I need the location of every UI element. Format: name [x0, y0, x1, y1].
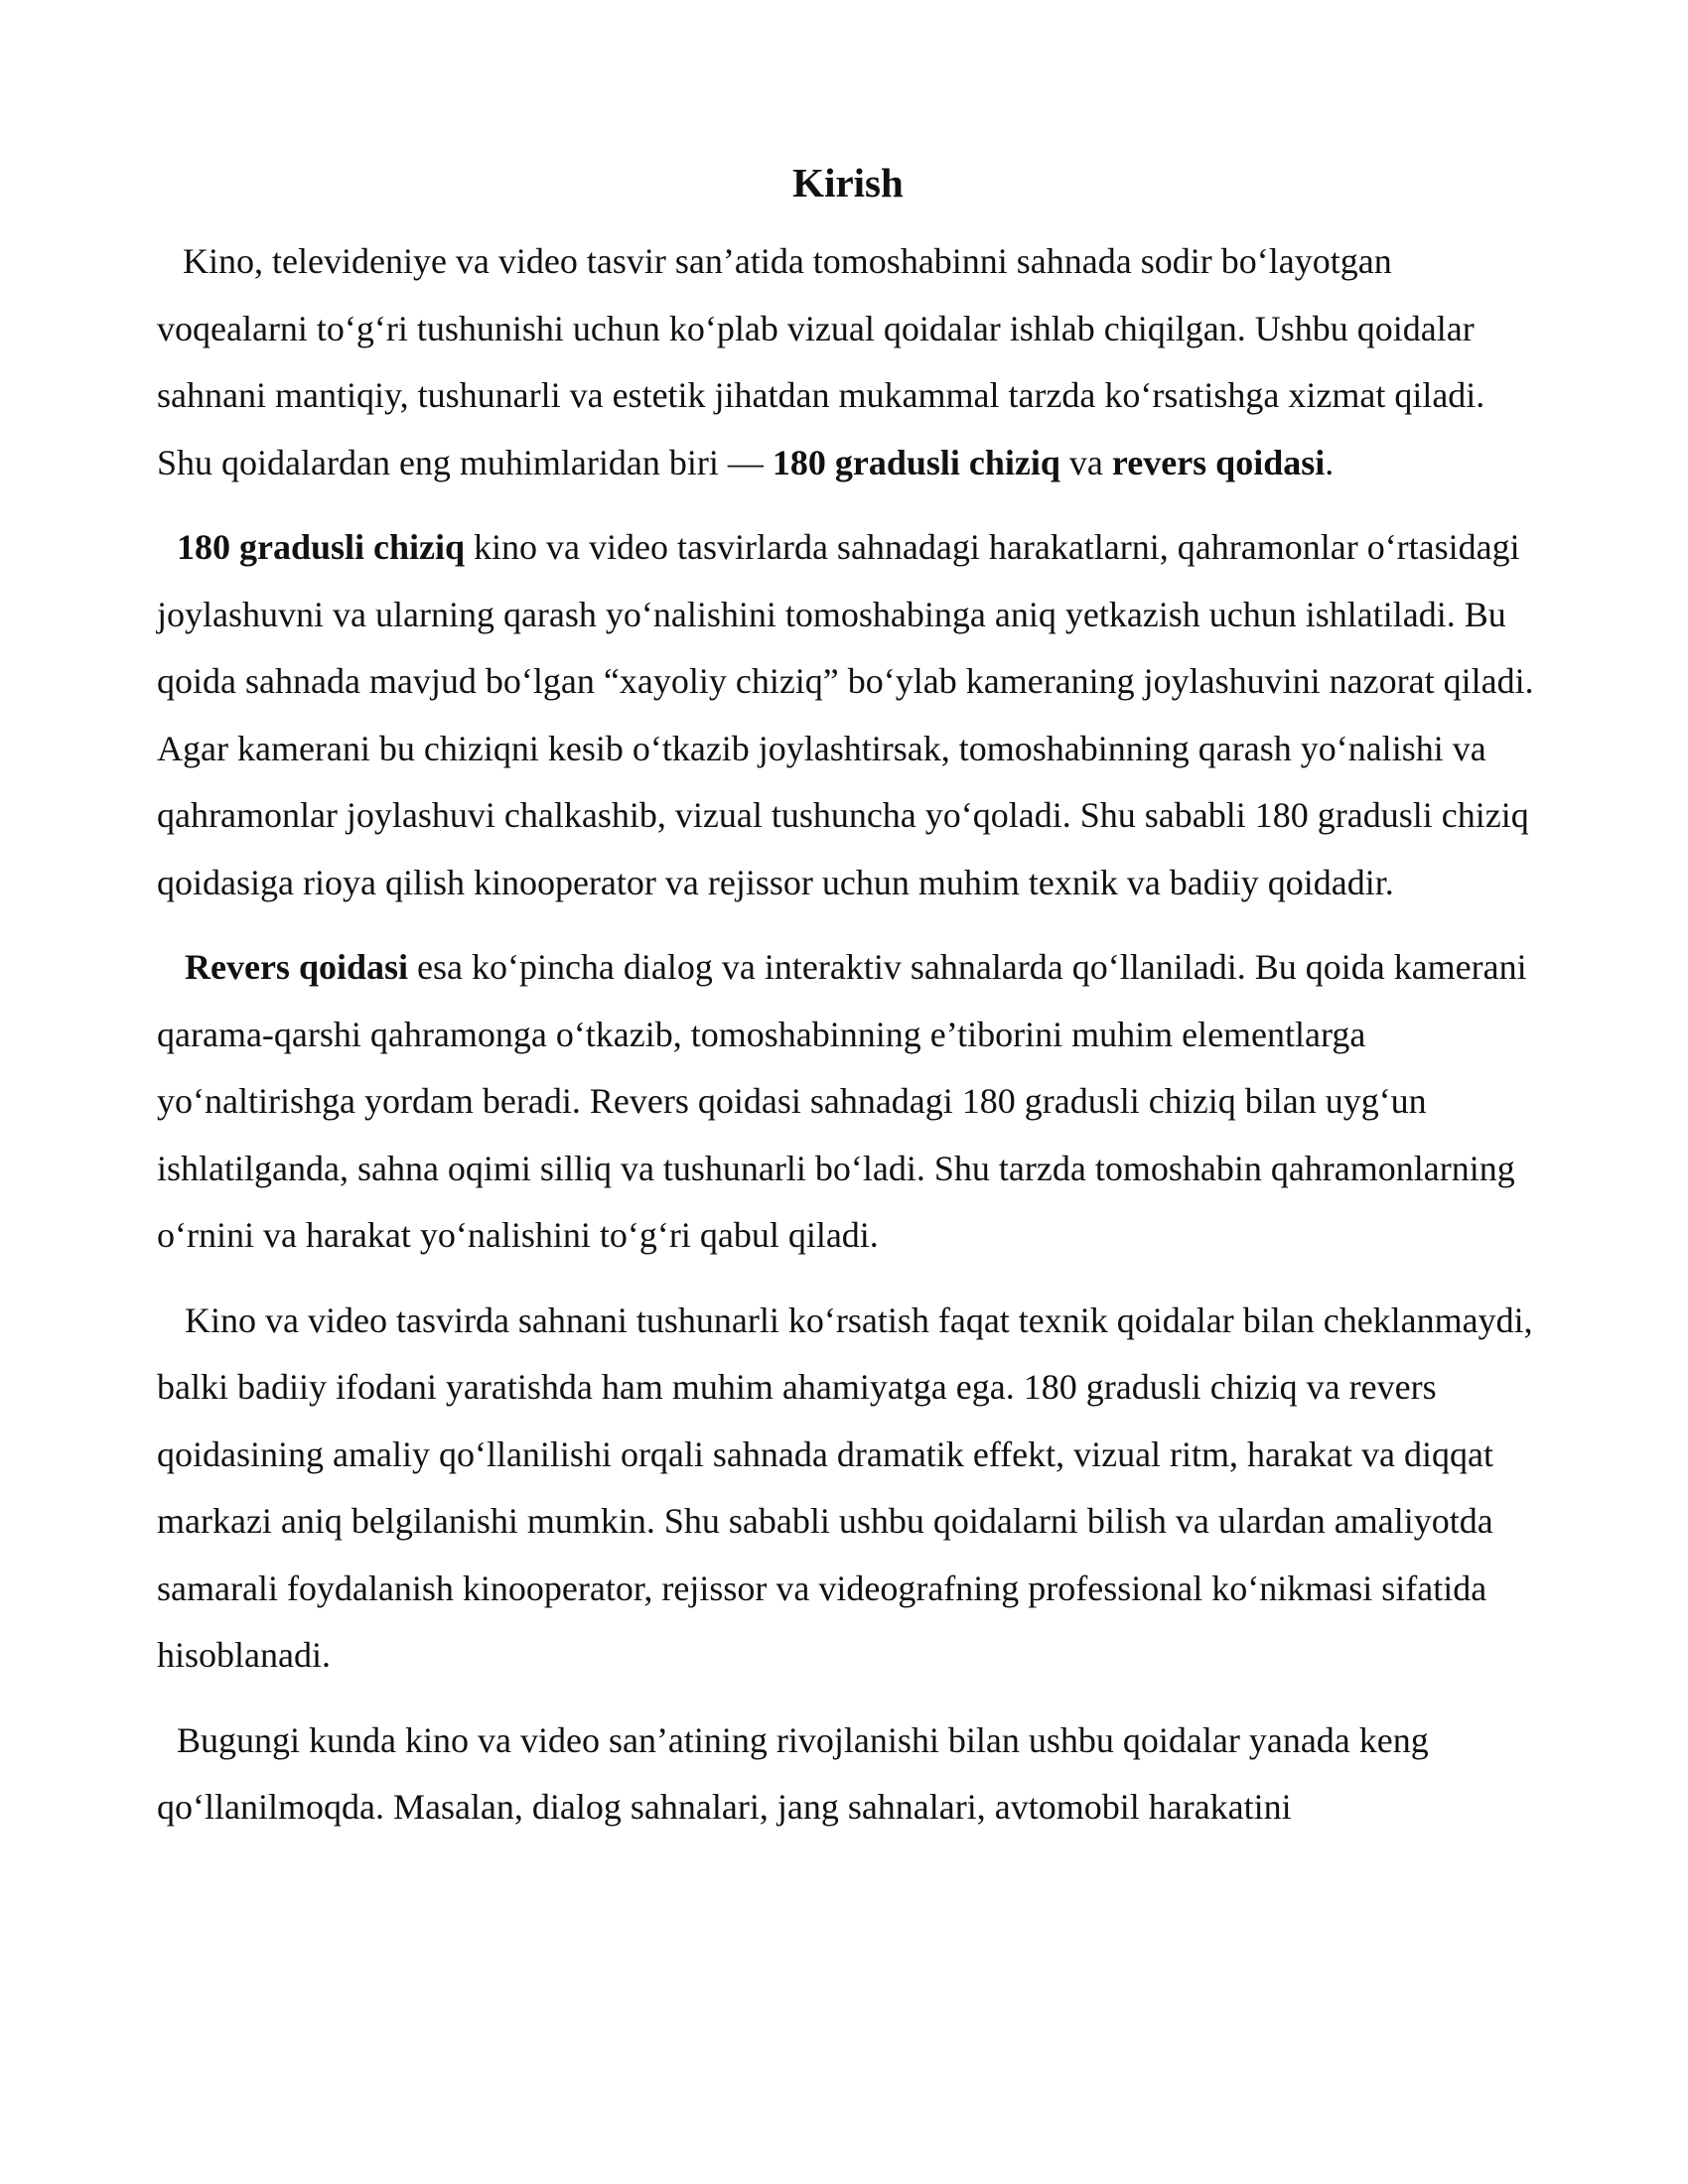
- paragraph-text: Bugungi kunda kino va video san’atining rivojlanishi bilan ushbu qoidalar yanada keng qo‘llanilmoqda. Masalan, dialog sahnalari, jang sahnalari, avtomobil harakatini: [157, 1719, 1429, 1827]
- paragraph-text: va: [1059, 442, 1112, 482]
- bold-term-reverse-rule: Revers qoidasi: [185, 947, 408, 987]
- paragraph-artistic: [157, 1288, 1539, 1690]
- paragraph-text: .: [1325, 442, 1335, 482]
- bold-term-reverse-rule: revers qoidasi: [1111, 442, 1326, 482]
- paragraph-text: esa ko‘pincha dialog va interaktiv sahnalarda qo‘llaniladi. Bu qoida kamerani qarama-qarshi qahramonga o‘tkazib, tomoshabinning e’tiborini muhim elementlarga yo‘naltirishga yordam beradi. Revers qoidasi sahnadagi 180 gradusli chiziq bilan uyg‘un ishlatilganda, sahna oqimi silliq va tushunarli bo‘ladi. Shu tarzda tomoshabin qahramonlarning o‘rnini va harakat yo‘nalishini to‘g‘ri qabul qiladi.: [157, 947, 1527, 1255]
- paragraph-180-line: [157, 514, 1539, 916]
- page-title: Kirish: [792, 160, 904, 205]
- paragraph-reverse-rule: [157, 934, 1539, 1270]
- bold-term-180-line: 180 gradusli chiziq: [177, 527, 466, 567]
- bold-term-180-line: 180 gradusli chiziq: [772, 442, 1060, 482]
- paragraph-text: kino va video tasvirlarda sahnadagi harakatlarni, qahramonlar o‘rtasidagi joylashuvni va ularning qarash yo‘nalishini tomoshabinga aniq yetkazish uchun ishlatiladi. Bu qoida sahnada mavjud bo‘lgan “xayoliy chiziq” bo‘ylab kameraning joylashuvini nazorat qiladi. Agar kamerani bu chiziqni kesib o‘tkazib joylashtirsak, tomoshabinning qarash yo‘nalishi va qahramonlar joylashuvi chalkashib, vizual tushuncha yo‘qoladi. Shu sababli 180 gradusli chiziq qoidasiga rioya qilish kinooperator va rejissor uchun muhim texnik va badiiy qoidadir.: [157, 527, 1534, 902]
- paragraph-text: Kino, televideniye va video tasvir san’atida tomoshabinni sahnada sodir bo‘layotgan voqealarni to‘g‘ri tushunishi uchun ko‘plab vizual qoidalar ishlab chiqilgan. Ushbu qoidalar sahnani mantiqiy, tushunarli va estetik jihatdan mukammal tarzda ko‘rsatishga xizmat qiladi. Shu qoidalardan eng muhimlaridan biri —: [157, 241, 1485, 482]
- paragraph-intro: [157, 228, 1539, 496]
- paragraph-text: Kino va video tasvirda sahnani tushunarli ko‘rsatish faqat texnik qoidalar bilan cheklanmaydi, balki badiiy ifodani yaratishda ham muhim ahamiyatga ega. 180 gradusli chiziq va revers qoidasining amaliy qo‘llanilishi orqali sahnada dramatik effekt, vizual ritm, harakat va diqqat markazi aniq belgilanishi mumkin. Shu sababli ushbu qoidalarni bilish va ulardan amaliyotda samarali foydalanish kinooperator, rejissor va videografning professional ko‘nikmasi sifatida hisoblanadi.: [157, 1299, 1533, 1675]
- paragraph-today: [157, 1707, 1539, 1842]
